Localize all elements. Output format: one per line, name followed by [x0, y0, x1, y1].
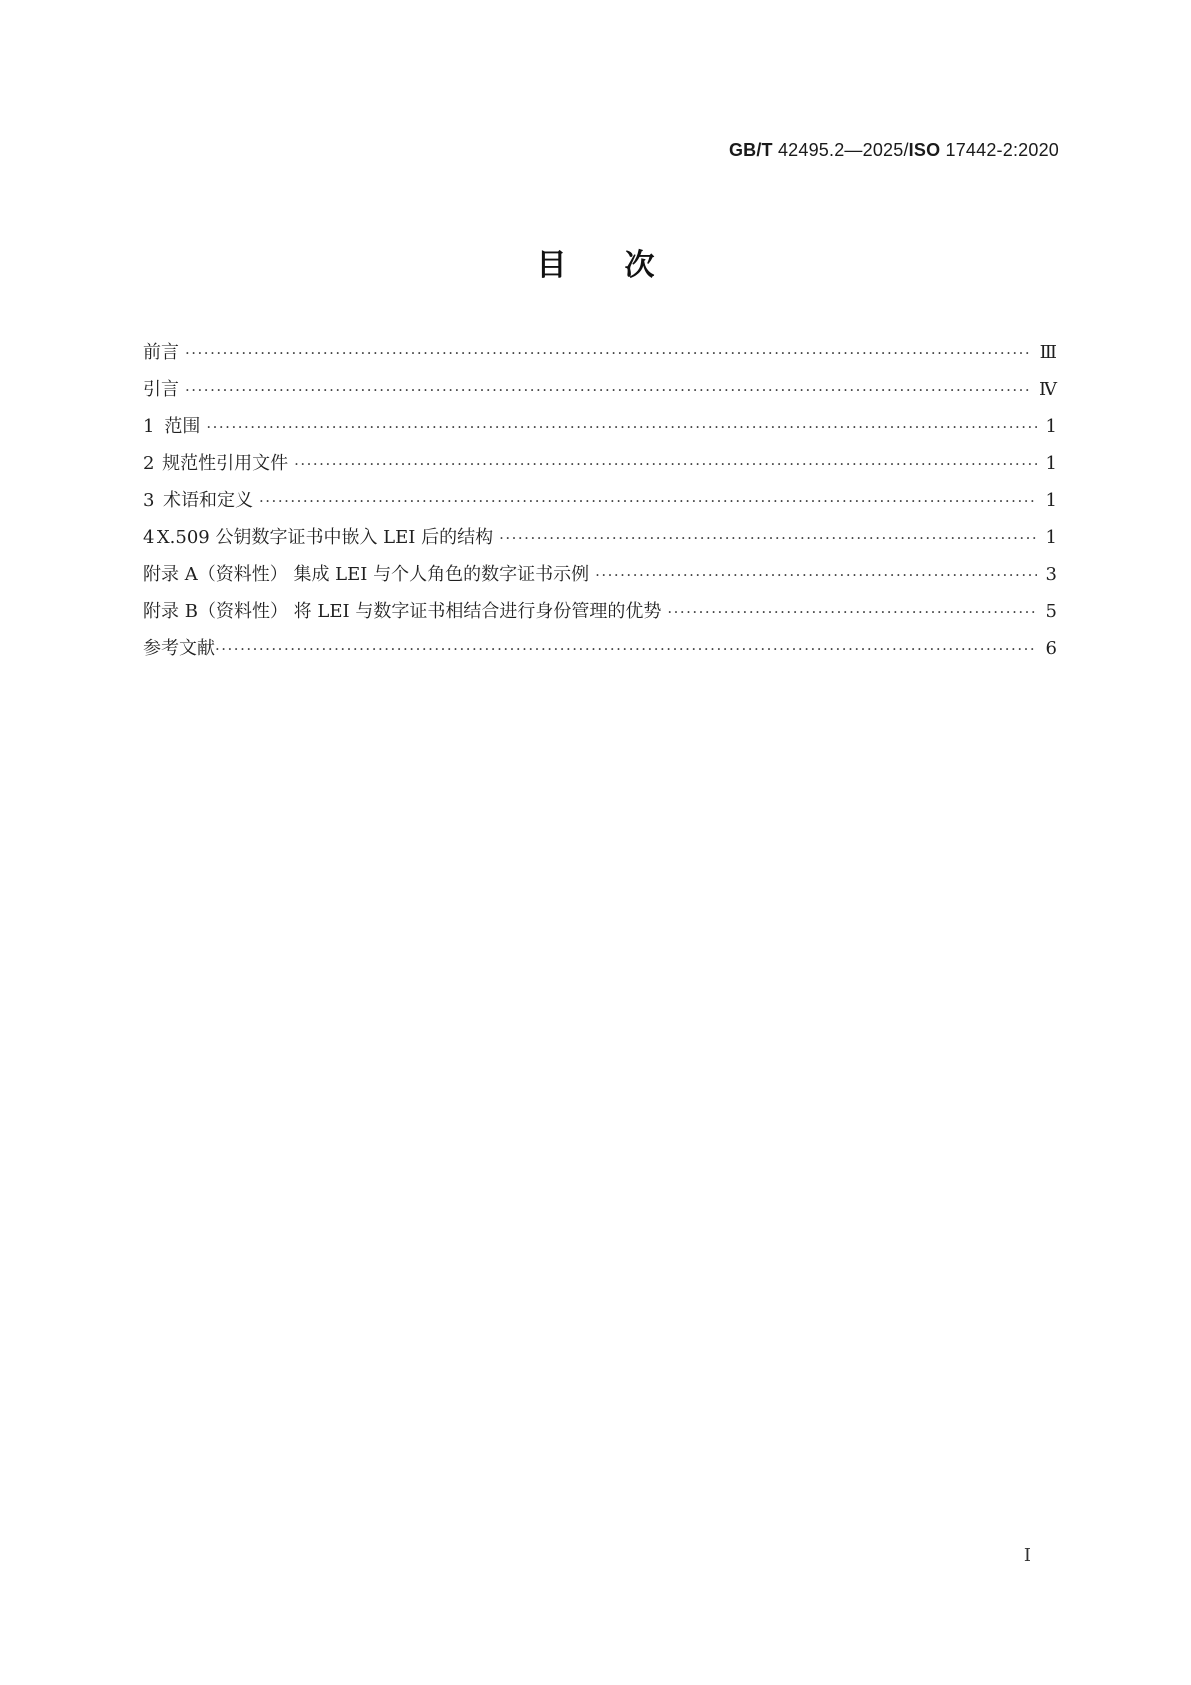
toc-entry-page: Ⅳ — [1039, 379, 1057, 400]
toc-entry-page: 1 — [1045, 527, 1057, 548]
toc-entry-number: 4 — [143, 527, 155, 548]
toc-dot-leader — [294, 455, 1037, 473]
toc-entry-label: 范围 — [164, 416, 201, 437]
toc-entry-bibliography[interactable] — [143, 634, 1057, 671]
toc-dot-leader — [185, 381, 1031, 399]
toc-entry-terms-definitions[interactable] — [143, 486, 1057, 523]
toc-entry-number: 2 — [143, 453, 155, 474]
toc-dot-leader — [595, 566, 1037, 584]
toc-entry-foreword[interactable] — [143, 338, 1057, 375]
toc-entry-scope[interactable] — [143, 412, 1057, 449]
toc-entry-label: 参考文献 — [143, 638, 215, 659]
toc-entry-label: 前言 — [143, 342, 179, 363]
page-title: 目次 — [536, 248, 713, 283]
toc-entry-page: 1 — [1045, 453, 1057, 474]
document-code — [729, 140, 1059, 161]
toc-entry-number: 3 — [143, 490, 155, 511]
toc-entry-page: 1 — [1045, 416, 1057, 437]
toc-entry-label: X.509 公钥数字证书中嵌入 LEI 后的结构 — [156, 527, 494, 548]
document-code-prefix: GB/T — [728, 140, 773, 160]
document-code-number: 42495.2—2025/ — [772, 140, 909, 160]
toc-entry-page: 5 — [1045, 601, 1057, 622]
table-of-contents — [143, 338, 1057, 671]
toc-entry-introduction[interactable] — [143, 375, 1057, 412]
toc-entry-label: 规范性引用文件 — [162, 453, 289, 474]
toc-dot-leader — [667, 603, 1037, 621]
toc-entry-structure[interactable] — [143, 523, 1057, 560]
toc-entry-page: Ⅲ — [1039, 342, 1057, 363]
document-code-iso: ISO — [908, 140, 941, 160]
toc-entry-annex-a[interactable] — [143, 560, 1057, 597]
document-code-iso-number: 17442-2:2020 — [940, 140, 1059, 160]
toc-entry-label: 附录 A（资料性） 集成 LEI 与个人角色的数字证书示例 — [143, 564, 590, 585]
toc-entry-page: 3 — [1045, 564, 1057, 585]
toc-entry-label: 附录 B（资料性） 将 LEI 与数字证书相结合进行身份管理的优势 — [143, 601, 662, 622]
toc-entry-page: 1 — [1045, 490, 1057, 511]
toc-dot-leader — [215, 640, 1037, 658]
toc-dot-leader — [206, 418, 1037, 436]
toc-entry-label: 术语和定义 — [163, 490, 254, 511]
toc-dot-leader — [259, 492, 1037, 510]
toc-dot-leader — [499, 529, 1037, 547]
page-number: Ⅰ — [1023, 1545, 1031, 1566]
toc-entry-normative-references[interactable] — [143, 449, 1057, 486]
toc-entry-annex-b[interactable] — [143, 597, 1057, 634]
toc-dot-leader — [185, 344, 1032, 362]
toc-entry-number: 1 — [143, 416, 155, 437]
toc-entry-page: 6 — [1045, 638, 1057, 659]
toc-entry-label: 引言 — [143, 379, 179, 400]
